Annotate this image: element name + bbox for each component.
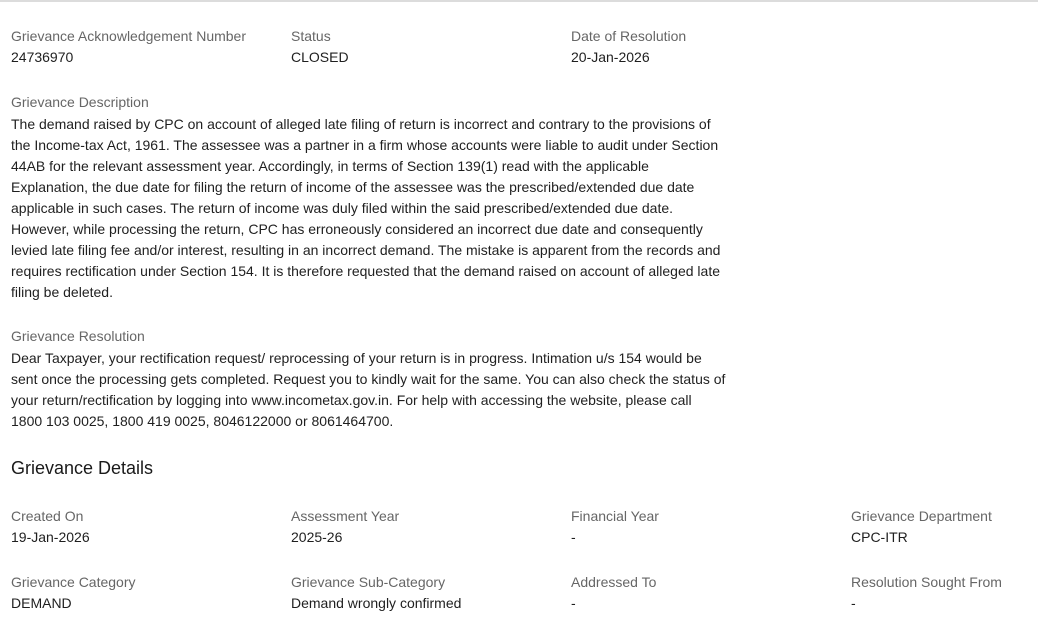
sub-category-value: Demand wrongly confirmed [291, 595, 462, 611]
status-label: Status [291, 28, 331, 44]
department-field [851, 507, 992, 546]
description-text: The demand raised by CPC on account of alleged late filing of return is incorrect and contrary to the provisions of the Income-tax Act, 1961. The assessee was a partner in a firm whose accounts were liable to audit under Section 44AB for the relevant assessment year. Accordingly, in terms of Section 139(1) read with the applicable Explanation, the due date for filing the return of income of the assessee was the prescribed/extended due date applicable in such cases. The return of income was duly filed within the said prescribed/extended due date. However, while processing the return, CPC has erroneously considered an incorrect due date and consequently levied late filing fee and/or interest, resulting in an incorrect demand. The mistake is apparent from the records and requires rectification under Section 154. It is therefore requested that the demand raised on account of alleged late filing be deleted. [11, 116, 721, 300]
assessment-year-value: 2025-26 [291, 529, 343, 545]
category-label: Grievance Category [11, 574, 136, 590]
status-field [291, 27, 349, 66]
grievance-details-title: Grievance Details [11, 458, 154, 478]
category-field [11, 573, 136, 612]
resolution-text: Dear Taxpayer, your rectification request/ reprocessing of your return is in progress. Intimation u/s 154 would be sent once the processing gets completed. Request you to kindly wait for the same. You can also check the status of your return/rectification by logging into www.incometax.gov.in. For help with accessing the website, please call 1800 103 0025, 1800 419 0025, 8046122000 or 8061464700. [11, 350, 726, 429]
top-divider [0, 0, 1038, 2]
assessment-year-label: Assessment Year [291, 508, 400, 524]
resolution-sought-label: Resolution Sought From [851, 574, 1002, 590]
status-value: CLOSED [291, 49, 349, 65]
details-row-2 [11, 573, 1031, 617]
resolution-date-label: Date of Resolution [571, 28, 687, 44]
resolution-label: Grievance Resolution [11, 328, 145, 344]
resolution-sought-value: - [851, 595, 856, 611]
grievance-description [11, 93, 731, 303]
created-on-value: 19-Jan-2026 [11, 529, 90, 545]
ack-number-field [11, 27, 246, 66]
financial-year-field [571, 507, 659, 546]
resolution-sought-field [851, 573, 1002, 612]
assessment-year-field [291, 507, 399, 546]
sub-category-field [291, 573, 461, 612]
department-value: CPC-ITR [851, 529, 908, 545]
department-label: Grievance Department [851, 508, 992, 524]
ack-number-label: Grievance Acknowledgement Number [11, 28, 247, 44]
ack-number-value: 24736970 [11, 49, 74, 65]
grievance-resolution [11, 327, 731, 432]
details-row-1 [11, 507, 1031, 551]
financial-year-label: Financial Year [571, 508, 659, 524]
resolution-date-value: 20-Jan-2026 [571, 49, 650, 65]
description-label: Grievance Description [11, 94, 149, 110]
addressed-to-label: Addressed To [571, 574, 657, 590]
addressed-to-value: - [571, 595, 576, 611]
sub-category-label: Grievance Sub-Category [291, 574, 446, 590]
financial-year-value: - [571, 529, 576, 545]
addressed-to-field [571, 573, 656, 612]
resolution-date-field [571, 27, 686, 66]
category-value: DEMAND [11, 595, 72, 611]
created-on-field [11, 507, 90, 546]
summary-row [11, 27, 1031, 71]
created-on-label: Created On [11, 508, 84, 524]
